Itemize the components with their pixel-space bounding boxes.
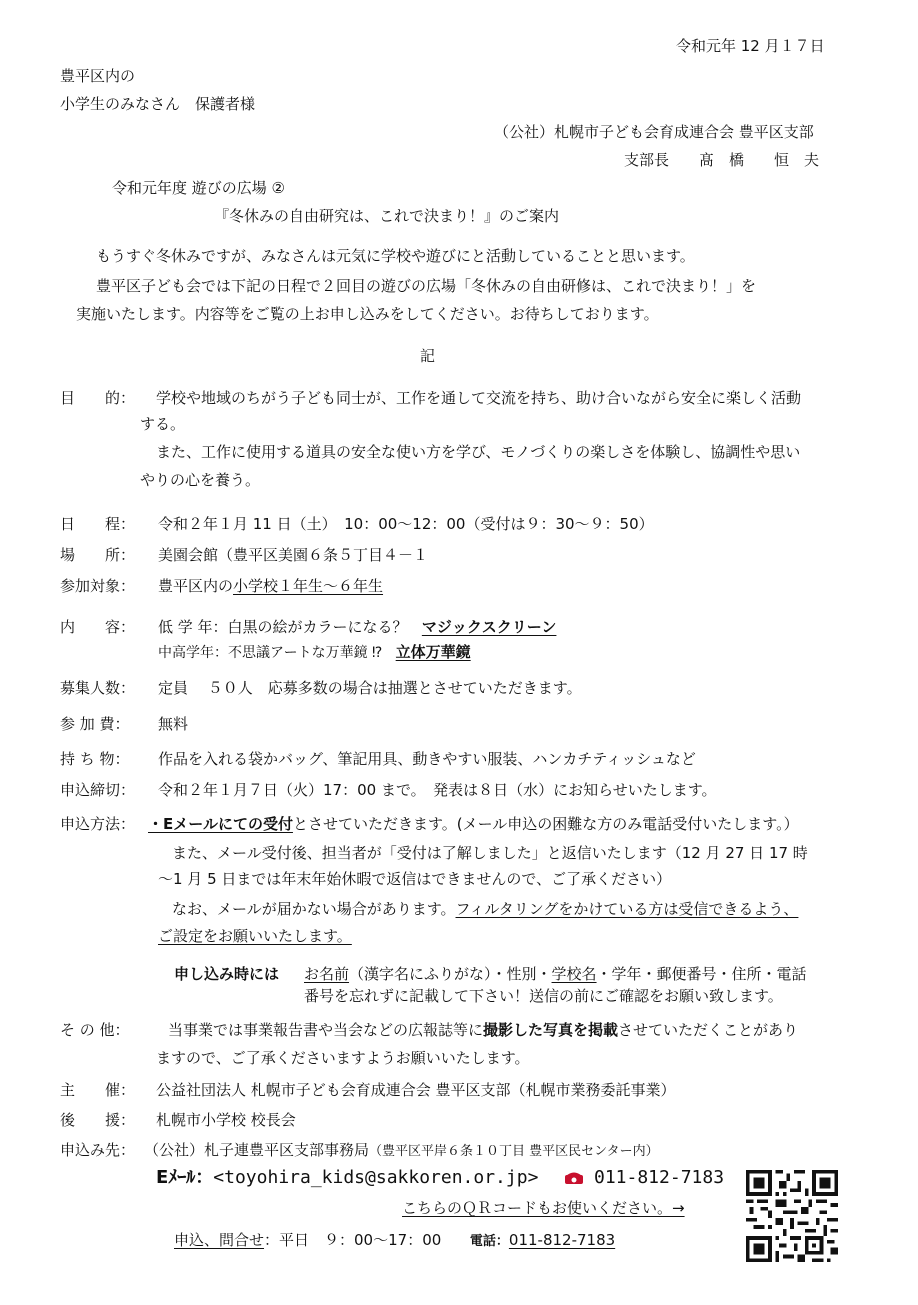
contact-email-line — [156, 1166, 538, 1190]
schedule-label: 日 程： — [60, 515, 136, 533]
purpose-line-1: 学校や地域のちがう子ども同士が、工作を通して交流を持ち、助け合いながら安全に楽しく活動 — [156, 389, 802, 407]
hours-value: ：平日 ９：00～17：00 — [264, 1231, 442, 1249]
hours-line — [174, 1230, 615, 1252]
application-requirements-line-2: 番号を忘れずに記載して下さい！送信の前にご確認をお願い致します。 — [304, 987, 783, 1005]
other-end: させていただくことがあり — [618, 1021, 799, 1039]
deadline-label: 申込締切： — [60, 781, 136, 799]
filtering-note: フィルタリングをかけている方は受信できるよう、 — [455, 900, 799, 918]
eligible-prefix: 豊平区内の — [158, 577, 234, 595]
content-label: 内 容： — [60, 618, 136, 636]
purpose-line-4: やりの心を養う。 — [140, 471, 261, 489]
method-line-1-rest: とさせていただきます。(メール申込の困難な方のみ電話受付いたします。） — [292, 815, 799, 833]
req-school: 学校名 — [551, 965, 597, 983]
tel-number[interactable]: 011-812-7183 — [508, 1231, 616, 1249]
method-line-5 — [158, 926, 352, 946]
support-label: 後 援： — [60, 1111, 136, 1129]
venue-name: 美園会館 — [158, 546, 219, 564]
recipient-line-2: 小学生のみなさん 保護者様 — [60, 95, 256, 113]
schedule-value: 令和２年１月 11 日（土） 10：00～12：00（受付は９：30～９：50） — [158, 515, 654, 533]
method-line-4 — [172, 899, 798, 919]
host-label: 主 催： — [60, 1081, 136, 1099]
method-line-2: また、メール受付後、担当者が「受付は了解しました」と返信いたします（12 月 27 日 17 時 — [172, 844, 808, 862]
application-requirements-line-1 — [304, 964, 807, 984]
venue-value — [158, 545, 428, 565]
office-name: （公社）札子連豊平区支部事務局 — [144, 1141, 370, 1159]
tel-label: 電話： — [469, 1234, 509, 1249]
other-label: そ の 他： — [60, 1021, 130, 1039]
ki-heading: 記 — [420, 347, 436, 365]
contact-phone-line — [564, 1166, 724, 1190]
purpose-label: 目 的： — [60, 389, 136, 407]
eligible-label: 参加対象： — [60, 577, 136, 595]
document-date: 令和元年 12 月１７日 — [676, 37, 825, 55]
purpose-line-2: する。 — [140, 415, 186, 433]
email-acceptance: ・Eメールにての受付 — [148, 815, 293, 833]
event-subtitle: 『冬休みの自由研究は、これで決まり！』のご案内 — [214, 207, 560, 225]
purpose-line-3: また、工作に使用する道具の安全な使い方を学び、モノづくりの楽しさを体験し、協調性や思い — [156, 443, 801, 461]
intro-paragraph-2: 豊平区子ども会では下記の日程で２回目の遊びの広場「冬休みの自由研修は、これで決まり！」を — [96, 277, 757, 295]
items-label: 持 ち 物： — [60, 750, 130, 768]
method-line-4-pre: なお、メールが届かない場合があります。 — [172, 900, 456, 918]
email-label: Eﾒｰﾙ： — [156, 1167, 214, 1188]
settings-request: ご設定をお願いいたします。 — [158, 927, 352, 945]
items-value: 作品を入れる袋かバッグ、筆記用具、動きやすい服装、ハンカチティッシュなど — [158, 750, 696, 768]
method-label: 申込方法： — [60, 815, 136, 833]
req-end: ・学年・郵便番号・住所・電話 — [596, 965, 807, 983]
content-upper-grades — [158, 642, 471, 663]
method-line-3: ～1 月 5 日までは年末年始休暇で返信はできませんので、ご了承ください） — [158, 870, 672, 888]
other-line-1 — [168, 1020, 798, 1040]
eligible-value — [158, 576, 383, 596]
contact-label: 申込み先： — [60, 1141, 136, 1159]
contact-office — [144, 1140, 659, 1162]
phone-icon — [564, 1171, 584, 1185]
hours-label: 申込、問合せ — [174, 1231, 265, 1249]
method-line-1 — [148, 814, 799, 834]
office-address: （豊平区平岸６条１０丁目 豊平区民センター内） — [369, 1144, 659, 1159]
req-mid: （漢字名にふりがな）・性別・ — [349, 965, 552, 983]
kaleidoscope-item: 立体万華鏡 — [395, 643, 471, 661]
event-title: 令和元年度 遊びの広場 ② — [112, 179, 285, 197]
content-lower-text: 低 学 年：白黒の絵がカラーになる？ — [158, 618, 408, 636]
venue-address: （豊平区美園６条５丁目４－１ — [218, 546, 429, 564]
intro-paragraph-3: 実施いたします。内容等をご覧の上お申し込みをしてください。お待ちしております。 — [76, 305, 659, 323]
phone-number[interactable]: 011-812-7183 — [594, 1167, 725, 1188]
qr-code-icon[interactable] — [746, 1170, 838, 1262]
content-upper-text: 中高学年：不思議アートな万華鏡 ⁉ — [158, 645, 383, 661]
capacity-value: 定員 ５０人 応募多数の場合は抽選とさせていただきます。 — [158, 679, 582, 697]
email-address[interactable]: <toyohira_kids@sakkoren.or.jp> — [213, 1167, 539, 1188]
support-value: 札幌市小学校 校長会 — [156, 1111, 296, 1129]
magic-screen-item: マジックスクリーン — [421, 618, 557, 636]
venue-label: 場 所： — [60, 546, 136, 564]
capacity-label: 募集人数： — [60, 679, 136, 697]
intro-paragraph-1: もうすぐ冬休みですが、みなさんは元気に学校や遊びにと活動していることと思います。 — [96, 247, 695, 265]
sender-person: 支部長 髙 橋 恒 夫 — [624, 151, 820, 169]
req-name: お名前 — [304, 965, 350, 983]
deadline-value: 令和２年１月７日（火）17：00 まで。 発表は８日（水）にお知らせいたします。 — [158, 781, 717, 799]
sender-organization: （公社）札幌市子ども会育成連合会 豊平区支部 — [494, 123, 814, 141]
qr-code-note: こちらのＱＲコードもお使いください。→ — [402, 1199, 685, 1217]
photo-notice: 撮影した写真を掲載 — [483, 1021, 619, 1039]
eligible-grades: 小学校１年生～６年生 — [233, 577, 384, 595]
application-requirements-label: 申し込み時には — [174, 965, 280, 983]
recipient-line-1: 豊平区内の — [60, 67, 136, 85]
fee-value: 無料 — [158, 715, 189, 733]
fee-label: 参 加 費： — [60, 715, 130, 733]
other-line-2: ますので、ご了承くださいますようお願いいたします。 — [156, 1049, 530, 1067]
other-pre: 当事業では事業報告書や当会などの広報誌等に — [168, 1021, 484, 1039]
host-value: 公益社団法人 札幌市子ども会育成連合会 豊平区支部（札幌市業務委託事業） — [156, 1081, 676, 1099]
content-lower-grades — [158, 617, 556, 637]
